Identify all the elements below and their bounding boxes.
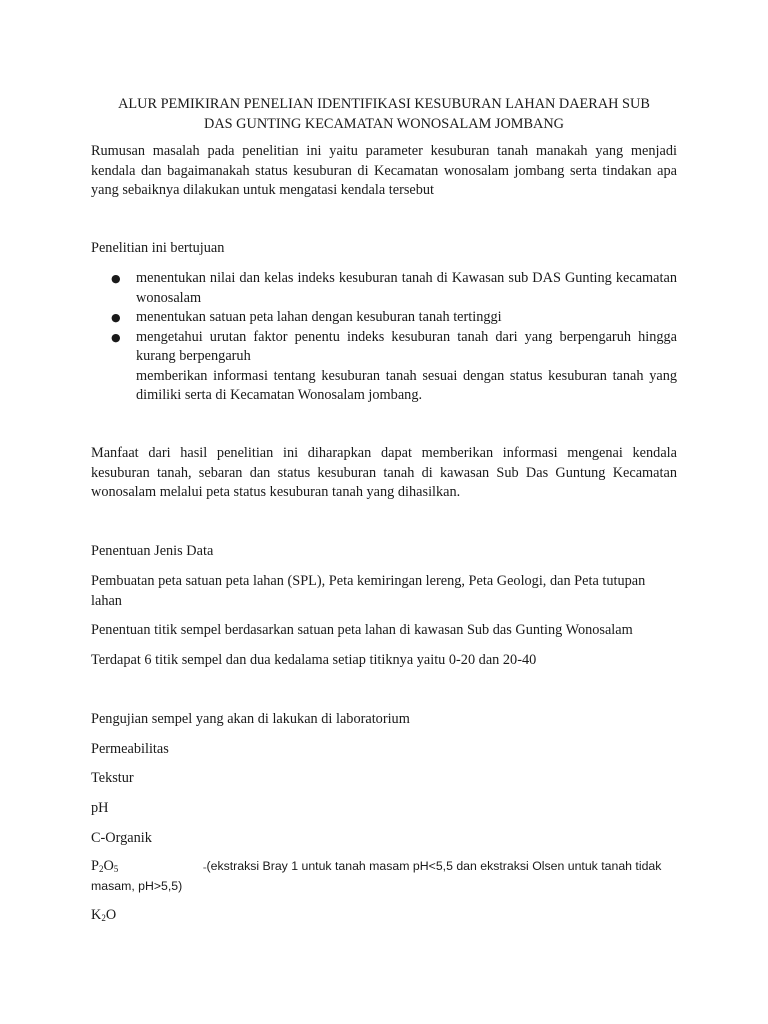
pengujian-heading: Pengujian sempel yang akan di lakukan di laboratorium xyxy=(91,711,410,727)
manfaat-paragraph: Manfaat dari hasil penelitian ini diharapkan dapat memberikan informasi mengenai kendala kesuburan tanah, sebaran dan status kesuburan tanah di kawasan Sub Das Guntung Kecamatan wonosalam melalui peta status kesuburan tanah yang dihasilkan. xyxy=(91,445,677,500)
kedalaman-paragraph: Terdapat 6 titik sempel dan dua kedalama setiap titiknya yaitu 0-20 dan 20-40 xyxy=(91,652,537,668)
document-title xyxy=(91,95,677,134)
list-item: ● mengetahui urutan faktor penentu indeks kesuburan tanah dari yang berpengaruh hingga kurang berpengaruh xyxy=(111,328,677,364)
test-k2o: $K_2O$ xyxy=(91,907,117,923)
bullet-icon: ● xyxy=(111,330,121,344)
pembuatan-peta-paragraph: Pembuatan peta satuan peta lahan (SPL), Peta kemiringan lereng, Peta Geologi, dan Peta tutupan lahan xyxy=(91,573,646,609)
list-item: memberikan informasi tentang kesuburan tanah sesuai dengan status kesuburan tanah yang dimiliki serta di Kecamatan Wonosalam jombang. xyxy=(136,367,677,403)
rumusan-paragraph: Rumusan masalah pada penelitian ini yaitu parameter kesuburan tanah manakah yang menjadi kendala dan bagaimanakah status kesuburan di Kecamatan wonosalam jombang serta tindakan apa yang sebaiknya dilakukan untuk mengatasi kendala tersebut xyxy=(91,143,677,198)
jenis-data-heading: Penentuan Jenis Data xyxy=(91,543,214,559)
p2o5-formula: $P_2O_5$ xyxy=(91,858,119,874)
titik-sempel-paragraph: Penentuan titik sempel berdasarkan satuan peta lahan di kawasan Sub das Gunting Wonosalam xyxy=(91,622,633,638)
p2o5-marker: = xyxy=(203,866,207,872)
tujuan-list xyxy=(91,269,677,406)
test-p2o5 xyxy=(91,857,677,897)
test-permeabilitas: Permeabilitas xyxy=(91,741,169,757)
tujuan-heading: Penelitian ini bertujuan xyxy=(91,240,225,256)
p2o5-note-line2: masam, pH>5,5) xyxy=(91,879,183,893)
title-line-2: DAS GUNTING KECAMATAN WONOSALAM JOMBANG xyxy=(204,115,564,132)
bullet-icon: ● xyxy=(111,272,121,285)
bullet-icon: ● xyxy=(111,311,121,324)
test-c-organik: C-Organik xyxy=(91,830,152,846)
test-ph: pH xyxy=(91,800,109,816)
test-tekstur: Tekstur xyxy=(91,770,134,786)
title-line-1: ALUR PEMIKIRAN PENELIAN IDENTIFIKASI KESUBURAN LAHAN DAERAH SUB xyxy=(118,96,650,112)
list-item: ● menentukan nilai dan kelas indeks kesuburan tanah di Kawasan sub DAS Gunting kecamatan wonosalam xyxy=(111,270,677,306)
list-item: ● menentukan satuan peta lahan dengan kesuburan tanah tertinggi xyxy=(91,308,677,328)
p2o5-note-line1: (ekstraksi Bray 1 untuk tanah masam pH<5,5 dan ekstraksi Olsen untuk tanah tidak xyxy=(206,859,662,873)
